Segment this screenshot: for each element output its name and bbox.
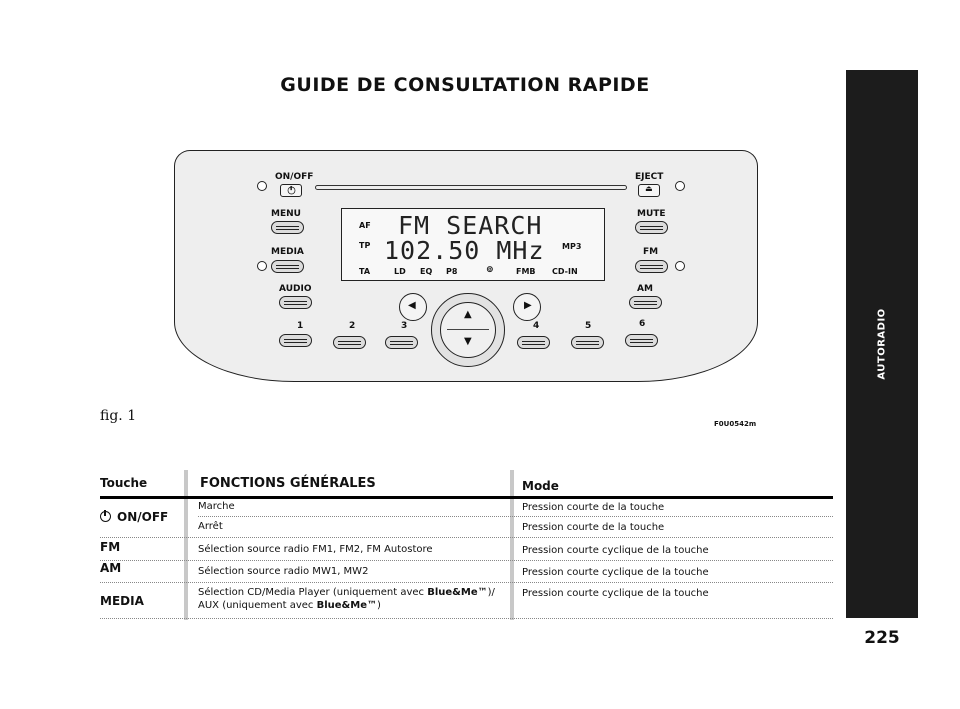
page-number: 225 [864,628,900,648]
figure-label: fig. 1 [100,408,137,424]
am-button [629,296,662,309]
audio-button [279,296,312,309]
preset-label-2: 2 [349,321,356,331]
functions-table [100,470,833,620]
table-function: Sélection source radio MW1, MW2 [198,566,369,577]
media-button [271,260,304,273]
header-fonctions: FONCTIONS GÉNÉRALES [200,476,376,491]
screw [257,261,267,271]
table-function: Sélection CD/Media Player (uniquement avec Blue&Me™)/ AUX (uniquement avec Blue&Me™) [198,587,495,611]
preset-button-4 [517,336,550,349]
table-key-on-off: ON/OFF [100,510,168,524]
row-divider [100,560,833,561]
display-eq: EQ [420,267,433,276]
table-function: Arrêt [198,521,223,532]
screw [675,261,685,271]
preset-button-3 [385,336,418,349]
screw [675,181,685,191]
display-fmb: FMB [516,267,536,276]
display-ta: TA [359,267,371,276]
preset-label-3: 3 [401,321,408,331]
page-title: GUIDE DE CONSULTATION RAPIDE [280,74,650,96]
mute-button [635,221,668,234]
preset-label-1: 1 [297,321,304,331]
preset-label-6: 6 [639,319,646,329]
cd-slot [315,185,627,190]
row-divider [100,537,833,538]
table-key-media: MEDIA [100,594,144,608]
eject-label: EJECT [635,172,664,182]
up-arrow-icon: ▲ [464,309,472,320]
menu-label: MENU [271,209,301,219]
row-divider [100,582,833,583]
table-function: Marche [198,501,235,512]
screw [257,181,267,191]
display-cd-in: CD-IN [552,267,578,276]
table-mode: Pression courte cyclique de la touche [522,545,709,556]
menu-button [271,221,304,234]
preset-button-6 [625,334,658,347]
left-arrow-icon: ◀ [408,300,416,311]
side-tab-label: AUTORADIO [876,308,888,380]
mute-label: MUTE [637,209,666,219]
display-p8: P8 [446,267,458,276]
seek-left-button [399,293,427,321]
power-icon [288,187,296,195]
header-mode: Mode [522,479,559,493]
eject-icon: ⏏ [645,184,653,193]
tuning-knob-center [440,302,496,358]
display-tp: TP [359,241,371,250]
table-key-fm: FM [100,540,121,554]
preset-button-5 [571,336,604,349]
table-function: Sélection source radio FM1, FM2, FM Autostore [198,544,433,555]
preset-button-1 [279,334,312,347]
radio-illustration [174,150,758,382]
am-label: AM [637,284,653,294]
display-af: AF [359,221,371,230]
seek-right-button [513,293,541,321]
display-line-1: FM SEARCH [398,211,543,240]
fm-label: FM [643,247,659,257]
header-touche: Touche [100,476,148,490]
preset-button-2 [333,336,366,349]
row-divider [198,516,833,517]
column-separator [184,470,188,620]
table-mode: Pression courte cyclique de la touche [522,567,709,578]
down-arrow-icon: ▼ [464,336,472,347]
column-separator [510,470,514,620]
fm-button [635,260,668,273]
figure-code: F0U0542m [714,420,757,428]
preset-label-4: 4 [533,321,540,331]
display-ld: LD [394,267,406,276]
eject-button [638,184,660,197]
radio-display [341,208,605,281]
stereo-icon: ⊚ [486,265,494,275]
display-mp3: MP3 [562,242,582,251]
media-label: MEDIA [271,247,304,257]
table-mode: Pression courte cyclique de la touche [522,588,709,599]
display-line-2: 102.50 MHz [384,236,545,265]
table-key-am: AM [100,561,122,575]
audio-label: AUDIO [279,284,312,294]
header-rule [100,496,833,499]
power-button [280,184,302,197]
power-icon [100,511,111,522]
row-divider [100,618,833,619]
on-off-label: ON/OFF [275,172,314,182]
table-mode: Pression courte de la touche [522,522,665,533]
table-mode: Pression courte de la touche [522,502,665,513]
preset-label-5: 5 [585,321,592,331]
right-arrow-icon: ▶ [524,300,532,311]
